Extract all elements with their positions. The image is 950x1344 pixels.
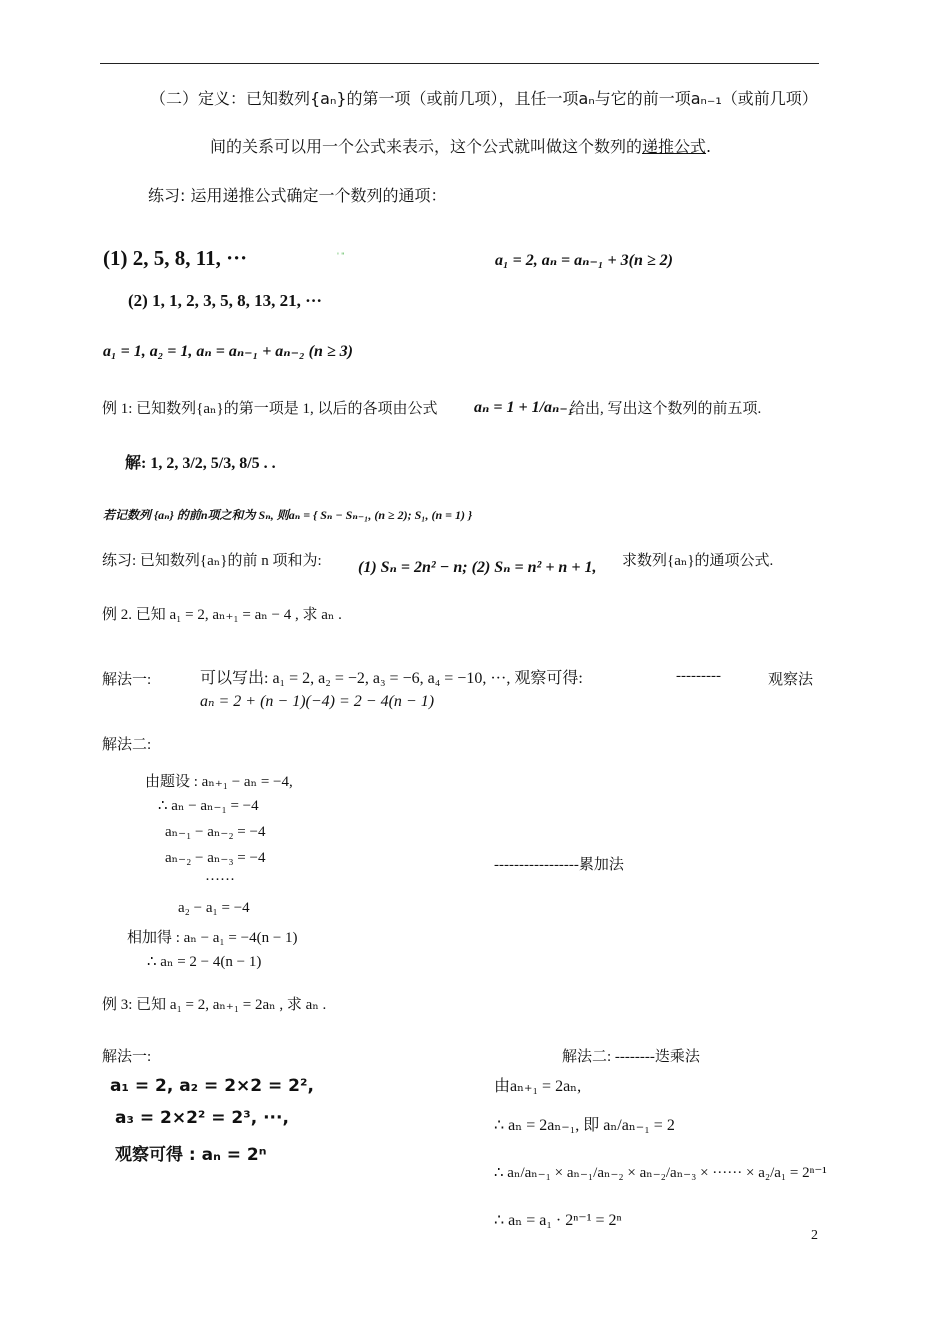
method-2-line: aₙ₋₂ − aₙ₋₃ = −4 — [165, 850, 266, 866]
practice-2-formulas: (1) Sₙ = 2n² − n; (2) Sₙ = n² + n + 1, — [358, 559, 597, 576]
example-3-method-2-line: ∴ aₙ/aₙ₋₁ × aₙ₋₁/aₙ₋₂ × aₙ₋₂/aₙ₋₃ × ······ × a₂/a₁ = 2ⁿ⁻¹ — [494, 1165, 827, 1181]
example-2-method-1-line-1: 可以写出: a₁ = 2, a₂ = −2, a₃ = −6, a₄ = −10, ···, 观察可得: — [200, 670, 583, 687]
sequence-2: (2) 1, 1, 2, 3, 5, 8, 13, 21, ··· — [128, 291, 323, 310]
example-2-method-1-dash: --------- — [676, 668, 721, 684]
method-2-line: aₙ₋₁ − aₙ₋₂ = −4 — [165, 824, 266, 840]
method-2-line: ······ — [205, 872, 235, 888]
page-number: 2 — [811, 1228, 818, 1243]
example-1-solution: 解: 1, 2, 3/2, 5/3, 8/5 . . — [125, 455, 276, 472]
practice-intro: 练习: 运用递推公式确定一个数列的通项： — [148, 186, 447, 205]
cumulative-sum-method-label: -----------------累加法 — [494, 857, 624, 873]
definition-text: 间的关系可以用一个公式来表示，这个公式就叫做这个数列的 — [210, 137, 643, 156]
header-rule — [100, 63, 819, 64]
practice-2-text: 练习: 已知数列{aₙ}的前 n 项和为: — [102, 553, 322, 569]
definition-line-2 — [210, 134, 711, 157]
sequence-2-formula: a₁ = 1, a₂ = 1, aₙ = aₙ₋₁ + aₙ₋₂ (n ≥ 3) — [103, 343, 353, 360]
example-1-formula: aₙ = 1 + 1/aₙ₋₁ — [474, 399, 574, 416]
example-1-text-end: 给出, 写出这个数列的前五项. — [570, 401, 762, 417]
method-2-line: ∴ aₙ = 2 − 4(n − 1) — [147, 954, 262, 970]
method-2-line: ∴ aₙ − aₙ₋₁ = −4 — [158, 798, 259, 814]
example-2-method-1-label: 解法一: — [102, 672, 152, 688]
example-3-method-2-line: ∴ aₙ = a₁ · 2ⁿ⁻¹ = 2ⁿ — [494, 1212, 622, 1229]
sequence-1-formula: a₁ = 2, aₙ = aₙ₋₁ + 3(n ≥ 2) — [495, 252, 673, 269]
example-2-method-1-line-2: aₙ = 2 + (n − 1)(−4) = 2 − 4(n − 1) — [200, 693, 435, 710]
example-3-method-2-label: 解法二: --------迭乘法 — [562, 1049, 700, 1065]
sum-rule: 若记数列 {aₙ} 的前n项之和为 Sₙ, 则aₙ = { Sₙ − Sₙ₋₁, (n ≥ 2); S₁, (n = 1) } — [103, 508, 473, 522]
practice-2-text-end: 求数列{aₙ}的通项公式. — [622, 553, 774, 569]
sequence-1: (1) 2, 5, 8, 11, ··· — [103, 246, 248, 270]
method-2-line: 由题设 : aₙ₊₁ − aₙ = −4, — [145, 774, 293, 790]
recursive-formula-term: 递推公式 — [642, 137, 707, 156]
example-3-method-1-line: 观察可得 : aₙ = 2ⁿ — [115, 1145, 267, 1165]
observation-method-label: 观察法 — [768, 672, 814, 688]
example-2-method-2-label: 解法二: — [102, 737, 152, 753]
example-2-text: 例 2. 已知 a₁ = 2, aₙ₊₁ = aₙ − 4 , 求 aₙ . — [102, 607, 342, 623]
definition-line-1: （二）定义：已知数列{aₙ}的第一项（或前几项），且任一项aₙ与它的前一项aₙ₋₁（或前几项） — [150, 89, 818, 108]
definition-period: . — [706, 137, 712, 156]
example-3-method-1-line: a₃ = 2×2² = 2³, ···, — [115, 1108, 289, 1128]
example-3-method-2-line: ∴ aₙ = 2aₙ₋₁, 即 aₙ/aₙ₋₁ = 2 — [494, 1117, 675, 1134]
example-3-method-2-line: 由aₙ₊₁ = 2aₙ, — [494, 1078, 582, 1095]
example-1-text: 例 1: 已知数列{aₙ}的第一项是 1, 以后的各项由公式 — [102, 401, 438, 417]
example-3-text: 例 3: 已知 a₁ = 2, aₙ₊₁ = 2aₙ , 求 aₙ . — [102, 997, 327, 1013]
example-3-method-1-line: a₁ = 2, a₂ = 2×2 = 2², — [110, 1076, 314, 1096]
method-2-line: a₂ − a₁ = −4 — [178, 900, 250, 916]
example-3-method-1-label: 解法一: — [102, 1049, 152, 1065]
method-2-line: 相加得 : aₙ − a₁ = −4(n − 1) — [127, 930, 298, 946]
stray-marks: ' " — [337, 252, 345, 260]
